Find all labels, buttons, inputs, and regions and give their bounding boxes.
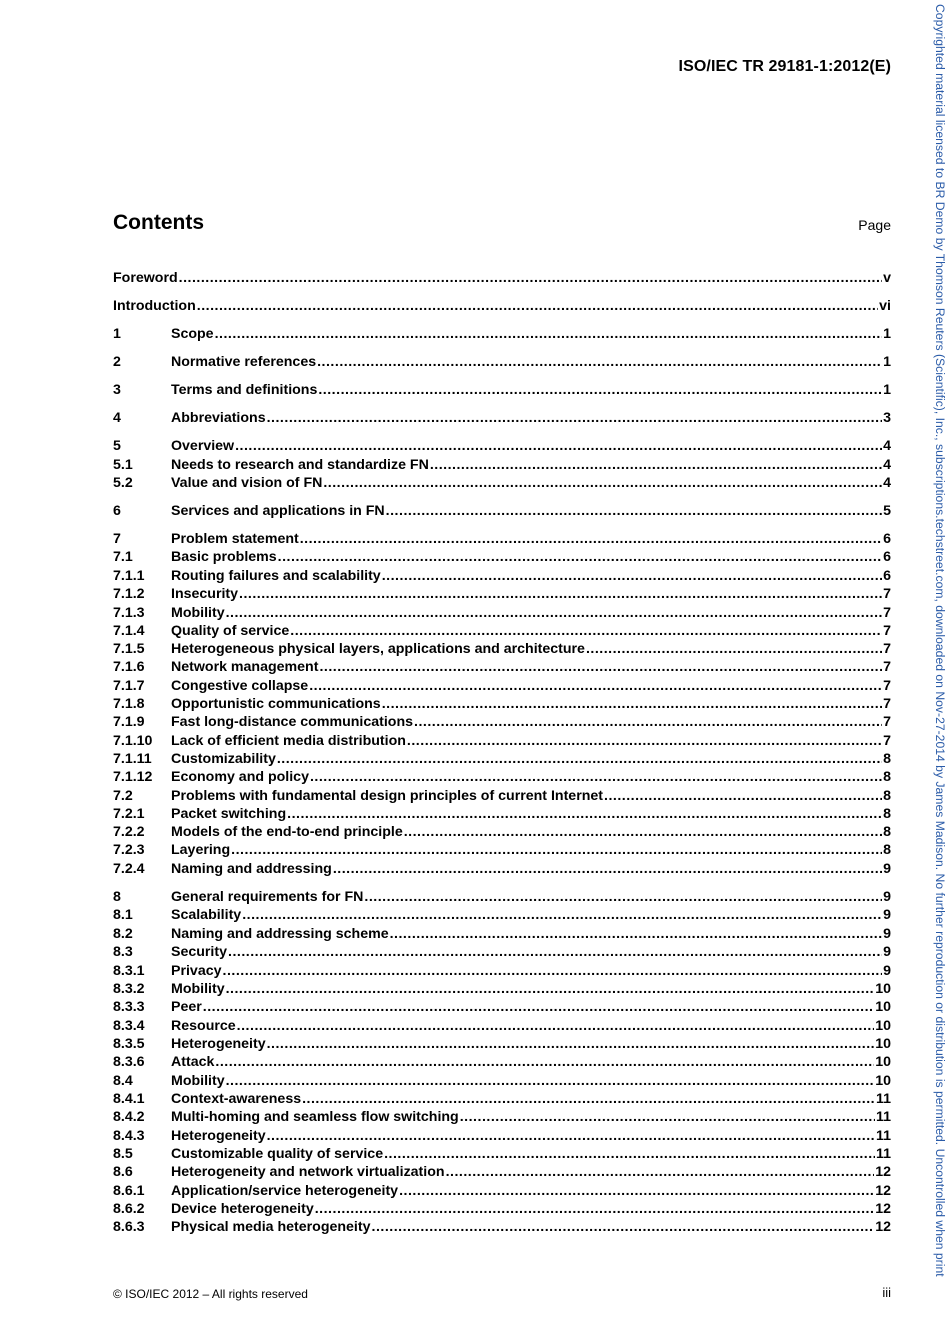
toc-entry-number: 8.3: [113, 944, 133, 960]
toc-leader-dots: [267, 1127, 875, 1145]
toc-entry[interactable]: [113, 962, 891, 980]
toc-entry-title: Layering: [171, 842, 231, 858]
toc-entry-title: Lack of efficient media distribution: [171, 733, 406, 749]
toc-leader-dots: [197, 297, 878, 315]
toc-entry-title: Opportunistic communications: [171, 696, 381, 712]
toc-leader-dots: [390, 925, 883, 943]
toc-entry-title: Normative references: [171, 354, 317, 370]
toc-entry-title: Heterogeneous physical layers, applications and architecture: [171, 641, 585, 657]
toc-entry[interactable]: [113, 1053, 891, 1071]
footer-page-number: iii: [882, 1285, 891, 1300]
toc-entry[interactable]: [113, 502, 891, 520]
toc-entry-title: Heterogeneity: [171, 1128, 266, 1144]
contents-heading: Contents: [113, 211, 204, 234]
toc-entry-page: 10: [875, 1073, 891, 1089]
toc-entry-title: Quality of service: [171, 623, 290, 639]
toc-entry-page: 5: [883, 503, 891, 519]
toc-entry-page: 11: [876, 1109, 891, 1125]
toc-entry-number: 2: [113, 354, 121, 370]
toc-leader-dots: [407, 732, 882, 750]
toc-entry-page: 12: [875, 1219, 891, 1235]
toc-entry-title: Naming and addressing: [171, 861, 332, 877]
toc-entry-title: Multi-homing and seamless flow switching: [171, 1109, 459, 1125]
toc-entry-number: 7.1.6: [113, 659, 145, 675]
toc-entry[interactable]: [113, 787, 891, 805]
toc-entry-number: 5.1: [113, 457, 133, 473]
toc-entry[interactable]: [113, 530, 891, 548]
toc-entry-page: vi: [879, 298, 891, 314]
toc-entry-number: 8.6: [113, 1164, 133, 1180]
toc-entry-page: 9: [883, 963, 891, 979]
toc-entry-number: 7.1.8: [113, 696, 145, 712]
toc-entry-title: Attack: [171, 1054, 215, 1070]
toc-entry-title: Routing failures and scalability: [171, 568, 381, 584]
toc-entry-title: Fast long-distance communications: [171, 714, 414, 730]
toc-entry[interactable]: [113, 1182, 891, 1200]
toc-entry[interactable]: [113, 1108, 891, 1126]
toc-entry-page: 7: [883, 659, 891, 675]
toc-entry[interactable]: [113, 750, 891, 768]
toc-entry-number: 7.2.4: [113, 861, 145, 877]
toc-entry-page: 8: [883, 806, 891, 822]
toc-entry-page: 12: [875, 1164, 891, 1180]
toc-leader-dots: [267, 409, 883, 427]
toc-leader-dots: [228, 943, 882, 961]
toc-entry-number: 8.3.6: [113, 1054, 145, 1070]
toc-entry-number: 7.2.3: [113, 842, 145, 858]
toc-entry-page: 4: [883, 475, 891, 491]
toc-entry-title: Basic problems: [171, 549, 277, 565]
toc-entry-page: 8: [883, 788, 891, 804]
toc-leader-dots: [372, 1218, 875, 1236]
toc-entry-page: 7: [883, 641, 891, 657]
toc-leader-dots: [203, 998, 874, 1016]
toc-leader-dots: [226, 1072, 875, 1090]
toc-entry-title: Network management: [171, 659, 319, 675]
toc-entry-number: 7.2.1: [113, 806, 145, 822]
toc-leader-dots: [382, 695, 882, 713]
toc-leader-dots: [364, 888, 882, 906]
toc-entry-page: 11: [876, 1146, 891, 1162]
toc-entry-title: Economy and policy: [171, 769, 309, 785]
toc-entry[interactable]: [113, 888, 891, 906]
toc-entry-page: 9: [883, 926, 891, 942]
toc-entry[interactable]: [113, 677, 891, 695]
toc-entry[interactable]: [113, 823, 891, 841]
toc-entry-title: Application/service heterogeneity: [171, 1183, 399, 1199]
toc-leader-dots: [323, 474, 882, 492]
toc-leader-dots: [446, 1163, 875, 1181]
toc-entry-number: 7.1.12: [113, 769, 153, 785]
toc-entry[interactable]: [113, 548, 891, 566]
toc-entry-number: 5: [113, 438, 121, 454]
toc-entry[interactable]: [113, 1072, 891, 1090]
toc-entry-number: 8.1: [113, 907, 133, 923]
toc-entry-number: 7.1.11: [113, 751, 152, 767]
toc-entry-number: 8.3.5: [113, 1036, 145, 1052]
toc-entry-title: Context-awareness: [171, 1091, 302, 1107]
toc-leader-dots: [235, 437, 882, 455]
toc-entry[interactable]: [113, 325, 891, 343]
toc-entry-title: Customizability: [171, 751, 276, 767]
page-column-label: Page: [858, 217, 891, 233]
toc-leader-dots: [460, 1108, 875, 1126]
toc-entry-page: 4: [883, 438, 891, 454]
toc-entry-number: 7.1.9: [113, 714, 145, 730]
toc-entry-page: 7: [883, 714, 891, 730]
toc-leader-dots: [414, 713, 882, 731]
toc-entry[interactable]: [113, 353, 891, 371]
toc-entry[interactable]: [113, 567, 891, 585]
toc-entry-number: 8.5: [113, 1146, 133, 1162]
toc-leader-dots: [586, 640, 882, 658]
toc-entry[interactable]: [113, 980, 891, 998]
toc-entry[interactable]: [113, 1127, 891, 1145]
toc-entry-page: 8: [883, 824, 891, 840]
toc-entry-number: 8.4.3: [113, 1128, 145, 1144]
toc-entry-number: 7.1: [113, 549, 133, 565]
toc-entry-page: 1: [883, 354, 891, 370]
toc-leader-dots: [239, 585, 882, 603]
toc-entry[interactable]: [113, 805, 891, 823]
toc-entry[interactable]: [113, 381, 891, 399]
toc-entry-title: Insecurity: [171, 586, 239, 602]
toc-leader-dots: [226, 604, 883, 622]
toc-entry-page: 8: [883, 769, 891, 785]
toc-entry-page: 12: [875, 1183, 891, 1199]
toc-entry[interactable]: [113, 269, 891, 287]
copyright-watermark: Copyrighted material licensed to BR Demo by Thomson Reuters (Scientific), Inc., subscriptions.techstreet.com, downloaded on Nov-27-2014 by James Madison. No further reproduction or distribution is permitted. Uncontrolled when print: [933, 4, 947, 1277]
toc-entry-title: Scope: [171, 326, 214, 342]
toc-entry-title: Introduction: [113, 298, 196, 314]
toc-entry[interactable]: [113, 658, 891, 676]
toc-entry-page: 10: [875, 999, 891, 1015]
toc-entry[interactable]: [113, 1017, 891, 1035]
toc-entry-number: 7.1.5: [113, 641, 145, 657]
toc-entry-title: Resource: [171, 1018, 236, 1034]
toc-entry-page: 7: [883, 678, 891, 694]
toc-entry-title: Needs to research and standardize FN: [171, 457, 429, 473]
toc-entry-page: 7: [883, 623, 891, 639]
toc-entry[interactable]: [113, 474, 891, 492]
toc-entry-page: 9: [883, 889, 891, 905]
toc-entry-title: Device heterogeneity: [171, 1201, 314, 1217]
toc-entry-title: Naming and addressing scheme: [171, 926, 389, 942]
toc-entry-title: Mobility: [171, 605, 225, 621]
toc-leader-dots: [226, 980, 875, 998]
toc-entry[interactable]: [113, 841, 891, 859]
toc-leader-dots: [384, 1145, 875, 1163]
toc-entry-page: 1: [883, 382, 891, 398]
toc-entry[interactable]: [113, 998, 891, 1016]
toc-entry[interactable]: [113, 925, 891, 943]
toc-entry[interactable]: [113, 906, 891, 924]
toc-entry-page: v: [883, 270, 891, 286]
toc-entry-title: Services and applications in FN: [171, 503, 385, 519]
toc-entry[interactable]: [113, 622, 891, 640]
toc-entry-page: 6: [883, 531, 891, 547]
toc-entry-number: 1: [113, 326, 121, 342]
toc-entry-title: Customizable quality of service: [171, 1146, 384, 1162]
toc-leader-dots: [287, 805, 882, 823]
toc-entry-page: 9: [883, 861, 891, 877]
toc-entry-number: 8.6.3: [113, 1219, 145, 1235]
toc-entry-title: Packet switching: [171, 806, 287, 822]
toc-entry-number: 7.1.7: [113, 678, 145, 694]
toc-entry[interactable]: [113, 297, 891, 315]
toc-entry-number: 8.4: [113, 1073, 133, 1089]
toc-leader-dots: [318, 381, 882, 399]
toc-entry[interactable]: [113, 943, 891, 961]
toc-entry[interactable]: [113, 1163, 891, 1181]
toc-entry-page: 9: [883, 944, 891, 960]
toc-entry-number: 7: [113, 531, 121, 547]
toc-entry-page: 11: [876, 1128, 891, 1144]
toc-entry-page: 7: [883, 733, 891, 749]
toc-entry-number: 3: [113, 382, 121, 398]
toc-entry-page: 12: [875, 1201, 891, 1217]
toc-entry-number: 5.2: [113, 475, 133, 491]
toc-entry[interactable]: [113, 1090, 891, 1108]
toc-entry-number: 8.3.3: [113, 999, 145, 1015]
toc-leader-dots: [604, 787, 882, 805]
toc-entry-number: 7.1.1: [113, 568, 145, 584]
toc-entry-title: Problems with fundamental design principles of current Internet: [171, 788, 603, 804]
toc-entry[interactable]: [113, 768, 891, 786]
toc-entry-title: Peer: [171, 999, 202, 1015]
toc-entry[interactable]: [113, 1218, 891, 1236]
toc-leader-dots: [242, 906, 882, 924]
toc-leader-dots: [309, 677, 882, 695]
toc-entry[interactable]: [113, 640, 891, 658]
footer-copyright: © ISO/IEC 2012 – All rights reserved: [113, 1287, 308, 1301]
toc-entry-page: 11: [876, 1091, 891, 1107]
toc-entry[interactable]: [113, 585, 891, 603]
toc-entry-number: 8.3.4: [113, 1018, 145, 1034]
toc-leader-dots: [317, 353, 882, 371]
toc-entry-number: 7.1.3: [113, 605, 145, 621]
toc-entry[interactable]: [113, 695, 891, 713]
toc-entry-title: Models of the end-to-end principle: [171, 824, 403, 840]
toc-entry[interactable]: [113, 713, 891, 731]
toc-entry[interactable]: [113, 409, 891, 427]
toc-entry-number: 8.6.2: [113, 1201, 145, 1217]
toc-leader-dots: [215, 1053, 874, 1071]
toc-entry-number: 8.3.2: [113, 981, 145, 997]
toc-entry-page: 7: [883, 605, 891, 621]
toc-leader-dots: [278, 548, 882, 566]
toc-entry-page: 8: [883, 751, 891, 767]
toc-entry-page: 10: [875, 1054, 891, 1070]
toc-leader-dots: [404, 823, 882, 841]
document-id-header: ISO/IEC TR 29181-1:2012(E): [678, 58, 891, 75]
toc-entry-page: 7: [883, 696, 891, 712]
toc-entry-title: Terms and definitions: [171, 382, 318, 398]
toc-entry[interactable]: [113, 1145, 891, 1163]
toc-entry-title: Congestive collapse: [171, 678, 309, 694]
toc-entry-title: Mobility: [171, 981, 225, 997]
toc-leader-dots: [300, 530, 882, 548]
toc-entry-number: 4: [113, 410, 121, 426]
toc-entry-title: Security: [171, 944, 227, 960]
toc-entry-number: 8.2: [113, 926, 133, 942]
toc-entry-title: Foreword: [113, 270, 178, 286]
toc-leader-dots: [430, 456, 882, 474]
toc-leader-dots: [315, 1200, 874, 1218]
toc-entry-number: 7.2: [113, 788, 133, 804]
toc-entry-title: Abbreviations: [171, 410, 266, 426]
toc-entry-number: 8.4.2: [113, 1109, 145, 1125]
toc-entry-title: Scalability: [171, 907, 242, 923]
toc-leader-dots: [382, 567, 882, 585]
toc-entry[interactable]: [113, 437, 891, 455]
toc-leader-dots: [223, 962, 883, 980]
toc-entry[interactable]: [113, 1200, 891, 1218]
toc-leader-dots: [237, 1017, 875, 1035]
toc-entry-title: Overview: [171, 438, 235, 454]
toc-entry-title: Physical media heterogeneity: [171, 1219, 371, 1235]
toc-entry-number: 8.4.1: [113, 1091, 145, 1107]
toc-entry-page: 10: [875, 981, 891, 997]
toc-entry-page: 10: [875, 1036, 891, 1052]
toc-entry-number: 7.1.2: [113, 586, 145, 602]
toc-entry-number: 8.6.1: [113, 1183, 145, 1199]
toc-entry-page: 10: [875, 1018, 891, 1034]
toc-leader-dots: [302, 1090, 875, 1108]
toc-entry-page: 4: [883, 457, 891, 473]
toc-leader-dots: [290, 622, 882, 640]
toc-leader-dots: [215, 325, 883, 343]
toc-entry-title: Problem statement: [171, 531, 299, 547]
toc-entry-page: 1: [883, 326, 891, 342]
toc-entry-page: 9: [883, 907, 891, 923]
toc-entry[interactable]: [113, 732, 891, 750]
toc-entry-number: 8.3.1: [113, 963, 145, 979]
toc-entry-title: Privacy: [171, 963, 222, 979]
toc-entry-page: 6: [883, 549, 891, 565]
toc-leader-dots: [386, 502, 882, 520]
toc-entry-number: 7.1.10: [113, 733, 153, 749]
toc-entry[interactable]: [113, 456, 891, 474]
toc-entry-title: Value and vision of FN: [171, 475, 323, 491]
toc-entry-page: 8: [883, 842, 891, 858]
toc-entry-page: 7: [883, 586, 891, 602]
toc-entry[interactable]: [113, 604, 891, 622]
toc-leader-dots: [310, 768, 882, 786]
toc-entry-title: Heterogeneity and network virtualization: [171, 1164, 445, 1180]
toc-entry-number: 6: [113, 503, 121, 519]
toc-entry[interactable]: [113, 860, 891, 878]
toc-leader-dots: [319, 658, 882, 676]
toc-entry-title: General requirements for FN: [171, 889, 364, 905]
toc-leader-dots: [179, 269, 882, 287]
toc-entry-number: 8: [113, 889, 121, 905]
toc-entry-title: Heterogeneity: [171, 1036, 266, 1052]
toc-entry-number: 7.1.4: [113, 623, 145, 639]
toc-entry-number: 7.2.2: [113, 824, 145, 840]
toc-leader-dots: [267, 1035, 875, 1053]
toc-leader-dots: [399, 1182, 874, 1200]
toc-leader-dots: [277, 750, 882, 768]
toc-entry-page: 3: [883, 410, 891, 426]
toc-entry-title: Mobility: [171, 1073, 225, 1089]
toc-entry[interactable]: [113, 1035, 891, 1053]
toc-leader-dots: [333, 860, 882, 878]
toc-entry-page: 6: [883, 568, 891, 584]
toc-leader-dots: [231, 841, 882, 859]
